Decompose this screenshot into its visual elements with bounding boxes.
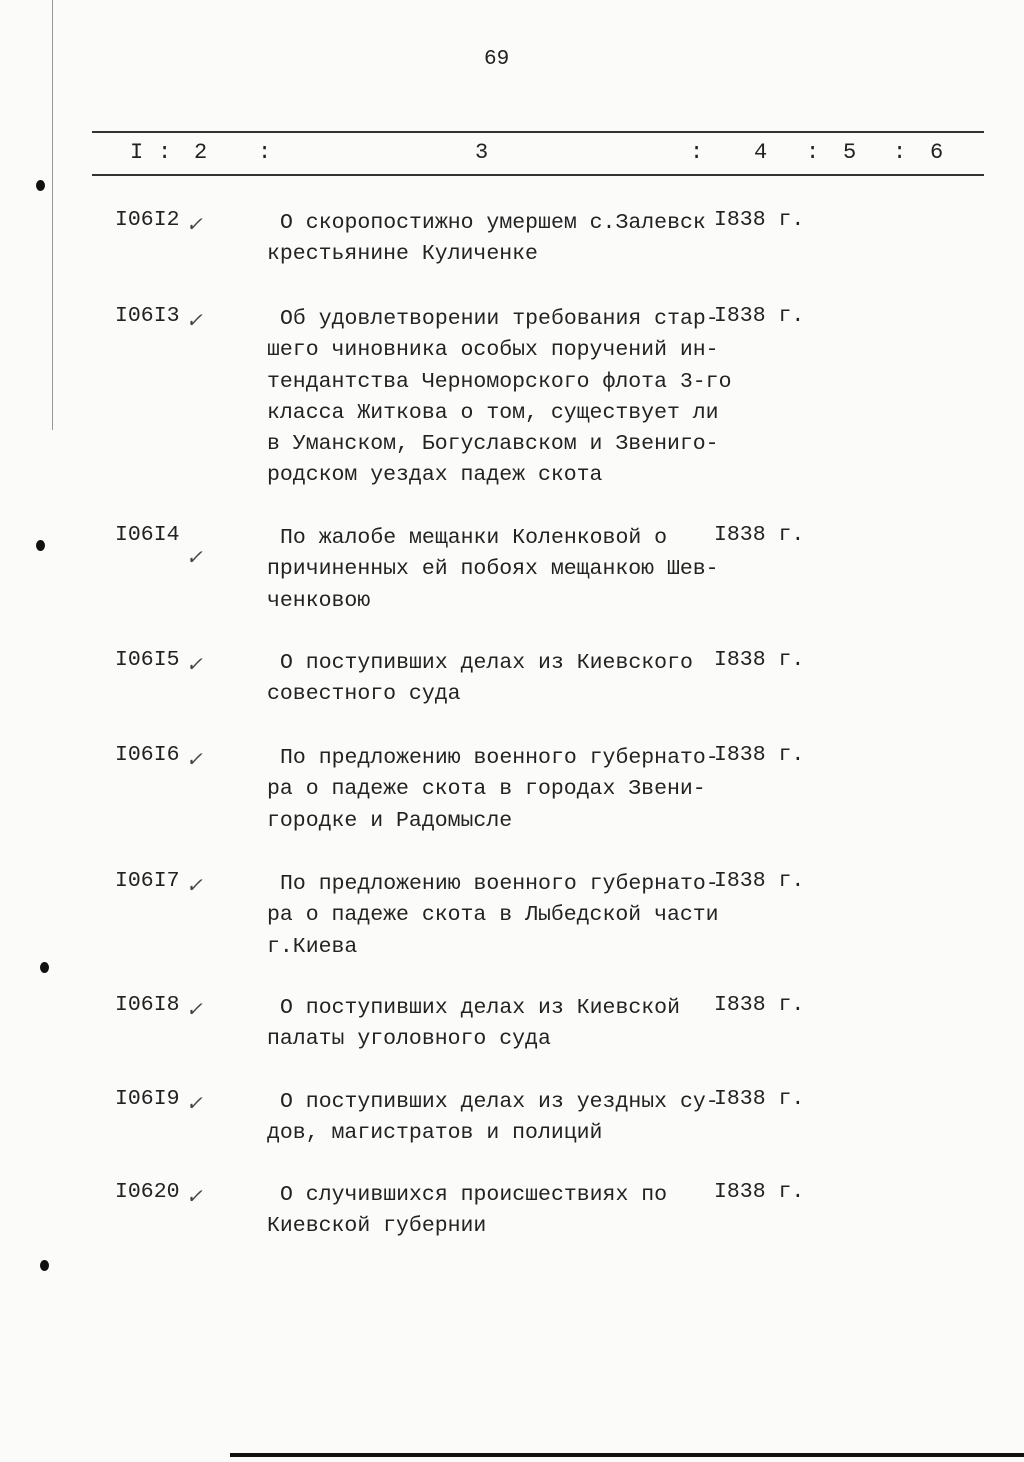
separator: : [258, 140, 272, 165]
case-description [267, 1087, 719, 1150]
page-number: 69 [484, 48, 510, 71]
description-line: О поступивших делах из Киевского [280, 651, 693, 675]
case-description [267, 304, 731, 492]
checkmark-icon: ✓ [186, 652, 203, 676]
case-number: I06I4 [115, 523, 180, 547]
checkmark-icon: ✓ [186, 1184, 203, 1208]
description-line: По предложению военного губернато- [280, 746, 719, 770]
column-4: 4 [754, 140, 768, 165]
case-number: I06I8 [115, 993, 180, 1017]
checkmark-icon: ✓ [186, 1091, 203, 1115]
checkmark-icon: ✓ [186, 997, 203, 1021]
case-number: I06I3 [115, 304, 180, 328]
checkmark-icon: ✓ [186, 545, 203, 569]
bottom-edge [230, 1453, 1024, 1457]
binding-hole [36, 540, 45, 551]
binding-hole [36, 180, 45, 191]
description-line: О поступивших делах из уездных су- [280, 1090, 719, 1114]
column-1: I [130, 140, 144, 165]
description-line: ра о падеже скота в городах Звени- [267, 777, 706, 802]
separator: : [158, 140, 172, 165]
case-year: I838 г. [714, 648, 805, 672]
description-line: родском уездах падеж скота [267, 463, 603, 488]
description-line: класса Житкова о том, существует ли [267, 400, 719, 425]
case-number: I06I5 [115, 648, 180, 672]
description-line: О скоропостижно умершем с.Залевск [280, 211, 706, 235]
description-line: совестного суда [267, 682, 461, 707]
case-description [267, 648, 693, 711]
description-line: в Уманском, Богуславском и Звениго- [267, 432, 719, 457]
case-description [267, 523, 719, 617]
case-year: I838 г. [714, 869, 805, 893]
description-line: дов, магистратов и полиций [267, 1121, 603, 1146]
header-top-rule [92, 131, 984, 133]
case-description [267, 208, 706, 271]
case-number: I06I6 [115, 743, 180, 767]
description-line: Об удовлетворении требования стар- [280, 307, 719, 331]
description-line: По жалобе мещанки Коленковой о [280, 526, 668, 550]
margin-line [52, 0, 53, 430]
binding-hole [40, 962, 49, 973]
description-line: По предложению военного губернато- [280, 872, 719, 896]
description-line: ра о падеже скота в Лыбедской части [267, 903, 719, 928]
description-line: шего чиновника особых поручений ин- [267, 338, 719, 363]
description-line: городке и Радомысле [267, 808, 513, 833]
description-line: крестьянине Куличенке [267, 242, 538, 267]
separator: : [806, 140, 820, 165]
binding-hole [40, 1260, 49, 1271]
description-line: О случившихся происшествиях по [280, 1183, 668, 1207]
separator: : [893, 140, 907, 165]
description-line: Киевской губернии [267, 1214, 487, 1239]
case-number: I06I7 [115, 869, 180, 893]
case-year: I838 г. [714, 743, 805, 767]
case-year: I838 г. [714, 304, 805, 328]
case-description [267, 743, 719, 837]
case-year: I838 г. [714, 993, 805, 1017]
case-year: I838 г. [714, 1087, 805, 1111]
column-5: 5 [843, 140, 857, 165]
checkmark-icon: ✓ [186, 873, 203, 897]
description-line: г.Киева [267, 934, 358, 959]
column-6: 6 [930, 140, 944, 165]
description-line: ченковою [267, 588, 371, 613]
case-description [267, 1180, 667, 1243]
case-number: I06I2 [115, 208, 180, 232]
checkmark-icon: ✓ [186, 308, 203, 332]
case-description [267, 869, 719, 963]
case-number: I0620 [115, 1180, 180, 1204]
case-year: I838 г. [714, 523, 805, 547]
header-bottom-rule [92, 174, 984, 176]
case-description [267, 993, 680, 1056]
separator: : [690, 140, 704, 165]
case-number: I06I9 [115, 1087, 180, 1111]
description-line: О поступивших делах из Киевской [280, 996, 680, 1020]
checkmark-icon: ✓ [186, 747, 203, 771]
description-line: причиненных ей побоях мещанкою Шев- [267, 557, 719, 582]
case-year: I838 г. [714, 208, 805, 232]
description-line: тендантства Черноморского флота 3-го [267, 369, 732, 394]
column-2: 2 [194, 140, 208, 165]
column-3: 3 [475, 140, 489, 165]
description-line: палаты уголовного суда [267, 1027, 551, 1052]
checkmark-icon: ✓ [186, 212, 203, 236]
case-year: I838 г. [714, 1180, 805, 1204]
